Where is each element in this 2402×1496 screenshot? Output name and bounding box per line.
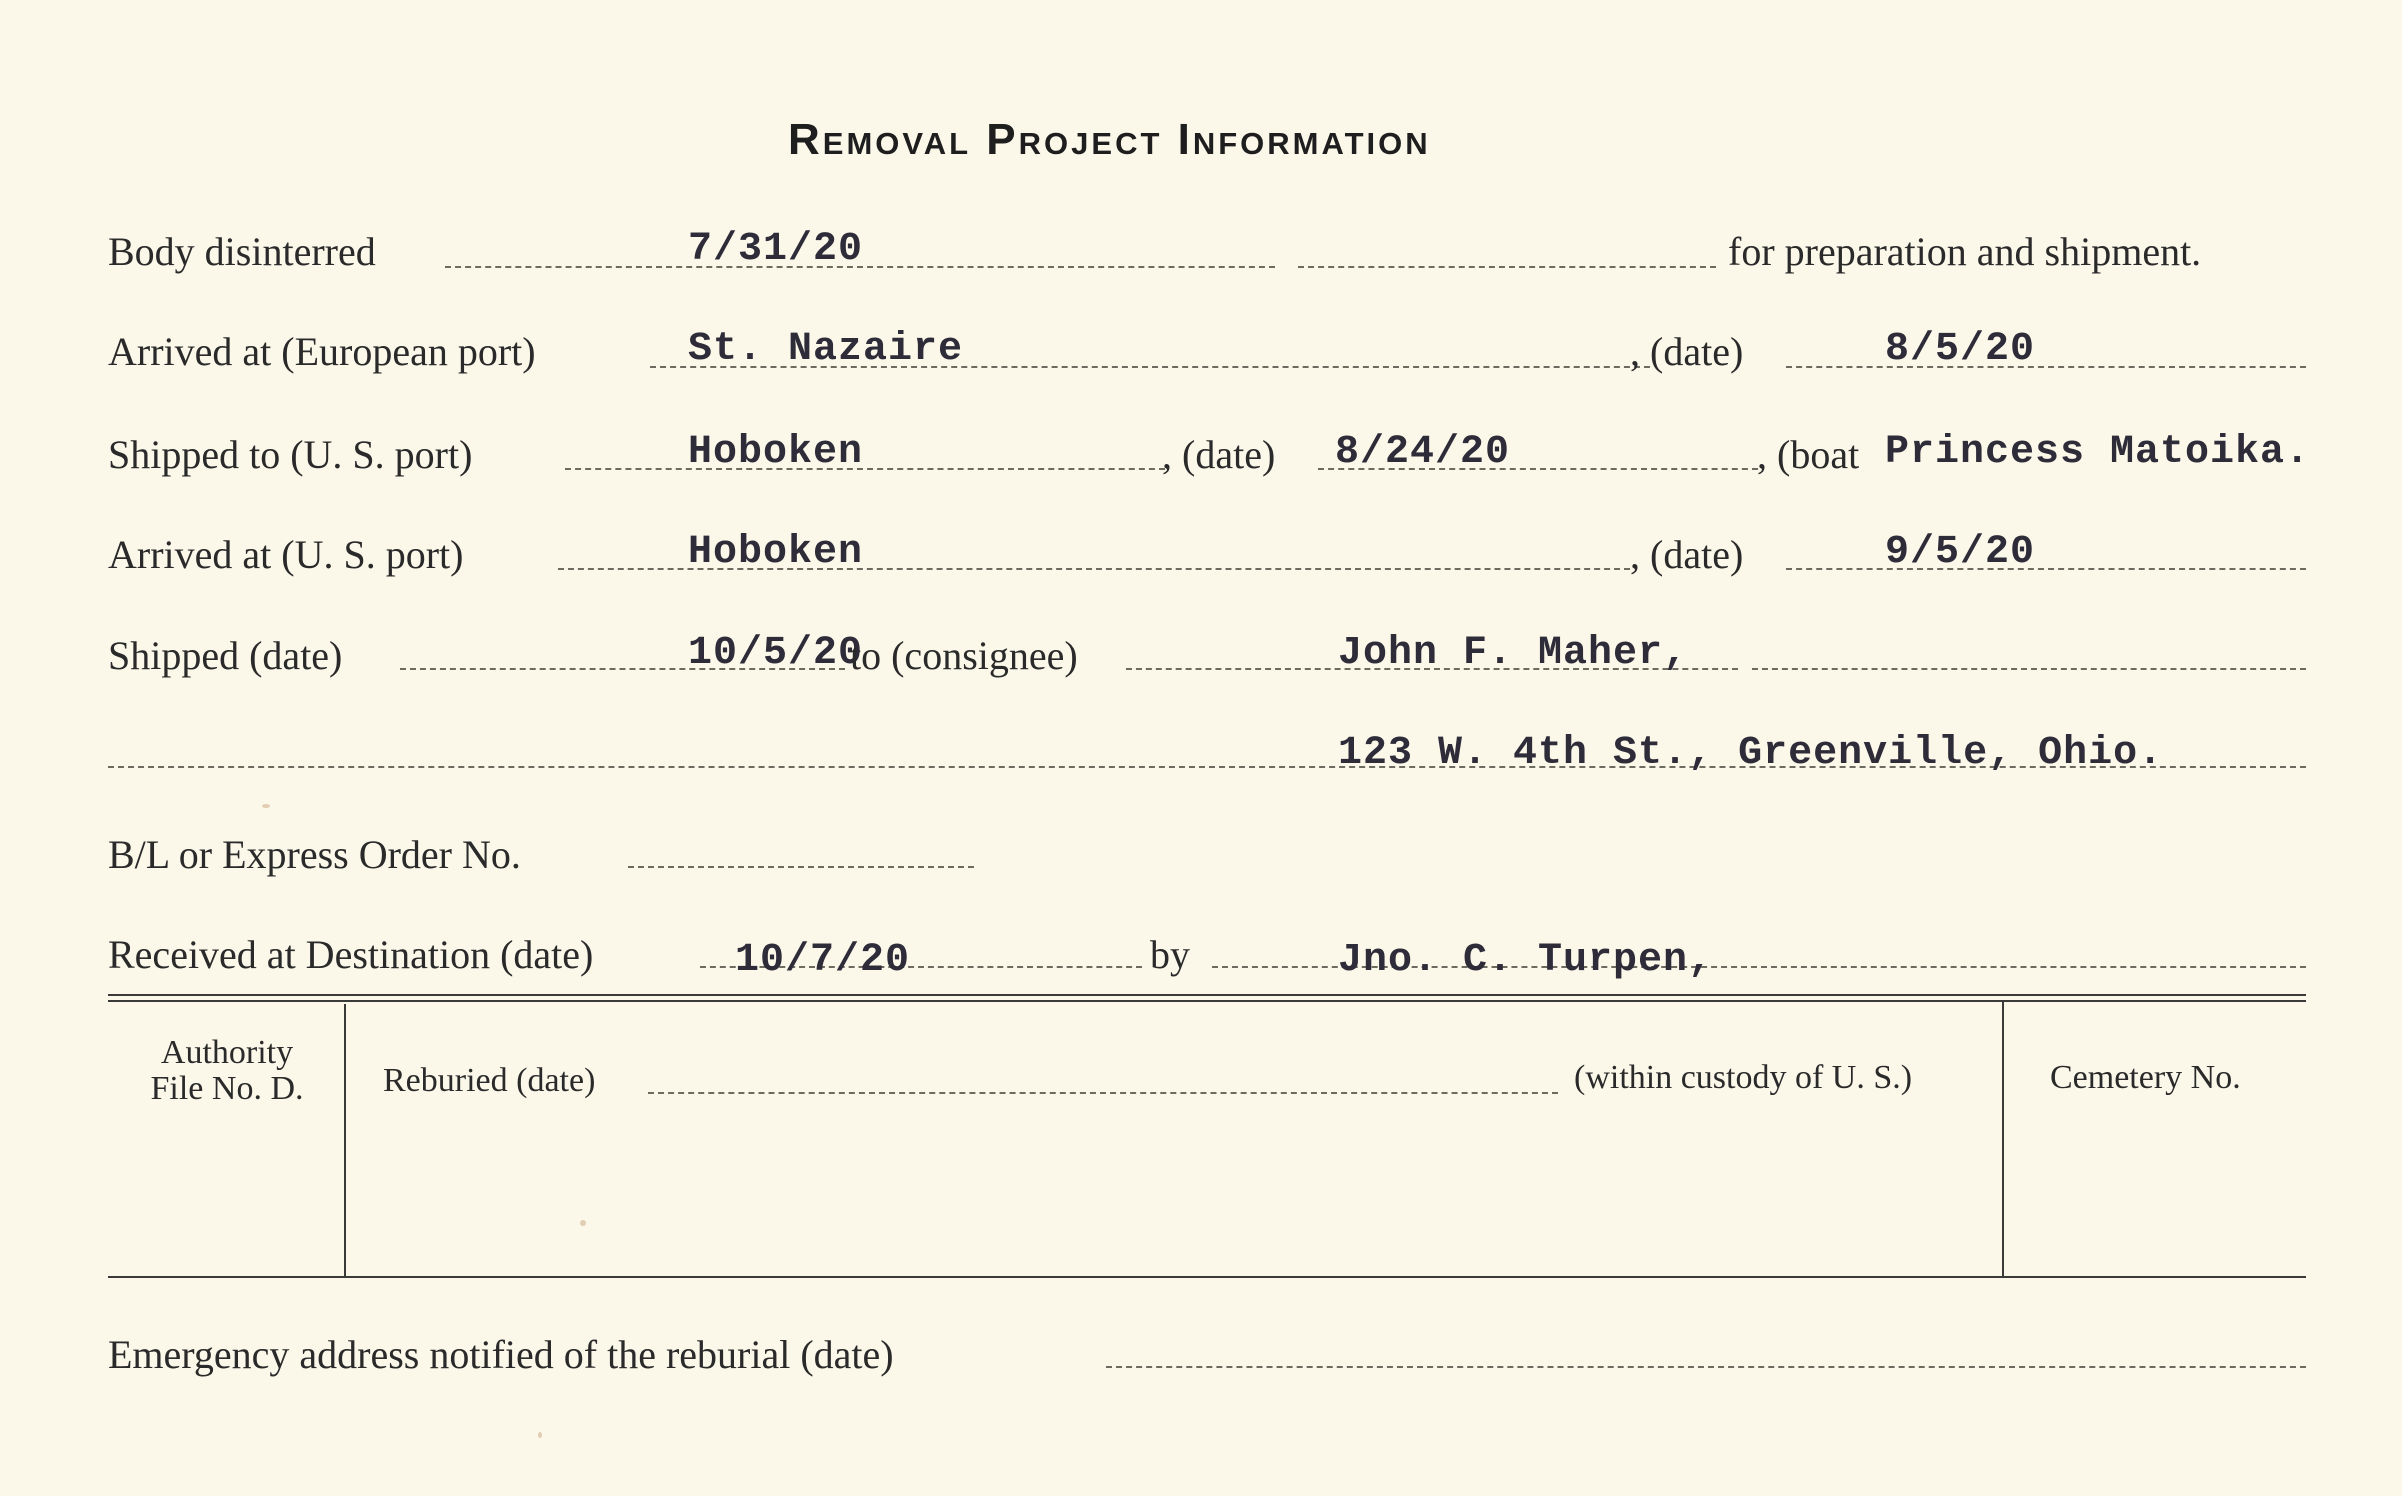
cemetery-label: Cemetery No. — [2050, 1059, 2241, 1096]
page-title: Removal Project Information — [788, 115, 1431, 164]
arrived-european-date-label: , (date) — [1630, 329, 1744, 374]
shipped-to-us-boat: Princess Matoika. — [1885, 430, 2311, 475]
arrived-us-date-label: , (date) — [1630, 532, 1744, 577]
bl-order-line — [628, 866, 974, 868]
consignee-value: John F. Maher, — [1338, 631, 1689, 676]
authority-file-label: Authority File No. D. — [150, 1034, 304, 1107]
reburied-line — [648, 1092, 1558, 1094]
paper-speck — [580, 1220, 586, 1226]
consignee-line-2 — [1752, 668, 2306, 670]
arrived-us-date-line — [1786, 568, 2306, 570]
shipped-to-us-date: 8/24/20 — [1335, 430, 1511, 475]
arrived-us-label: Arrived at (U. S. port) — [108, 532, 464, 577]
received-label: Received at Destination (date) — [108, 932, 594, 977]
shipped-to-us-date-label: , (date) — [1162, 432, 1276, 477]
box-divider-left — [344, 1004, 346, 1276]
received-by-value: Jno. C. Turpen, — [1338, 938, 1714, 983]
arrived-us-value: Hoboken — [688, 530, 864, 575]
box-bottom-rule — [108, 1276, 2306, 1278]
arrived-european-value: St. Nazaire — [688, 327, 964, 372]
paper-speck — [262, 804, 270, 808]
consignee-address: 123 W. 4th St., Greenville, Ohio. — [1338, 731, 2164, 776]
consignee-label: to (consignee) — [850, 633, 1078, 678]
shipped-date-value: 10/5/20 — [688, 631, 864, 676]
box-divider-right — [2002, 1000, 2004, 1276]
body-disinterred-line-2 — [1298, 266, 1716, 268]
bl-order-label: B/L or Express Order No. — [108, 832, 521, 877]
arrived-european-label: Arrived at (European port) — [108, 329, 536, 374]
box-top-rule-2 — [108, 1000, 2306, 1002]
shipped-to-us-label: Shipped to (U. S. port) — [108, 432, 473, 477]
custody-label: (within custody of U. S.) — [1574, 1059, 1913, 1096]
body-disinterred-suffix: for preparation and shipment. — [1728, 229, 2202, 274]
received-value: 10/7/20 — [735, 938, 911, 983]
arrived-european-date-line — [1786, 366, 2306, 368]
shipped-date-label: Shipped (date) — [108, 633, 343, 678]
body-disinterred-label: Body disinterred — [108, 229, 376, 274]
paper-speck — [538, 1432, 542, 1438]
emergency-line — [1106, 1366, 2306, 1368]
body-disinterred-value: 7/31/20 — [688, 227, 864, 272]
shipped-to-us-value: Hoboken — [688, 430, 864, 475]
shipped-to-us-line — [565, 468, 1165, 470]
reburied-label: Reburied (date) — [383, 1062, 596, 1099]
arrived-us-date: 9/5/20 — [1885, 530, 2036, 575]
box-top-rule — [108, 994, 2306, 996]
emergency-label: Emergency address notified of the reburial (date) — [108, 1332, 894, 1377]
received-by-label: by — [1150, 932, 1190, 977]
arrived-european-date: 8/5/20 — [1885, 327, 2036, 372]
shipped-to-us-boat-label: , (boat — [1757, 432, 1860, 477]
